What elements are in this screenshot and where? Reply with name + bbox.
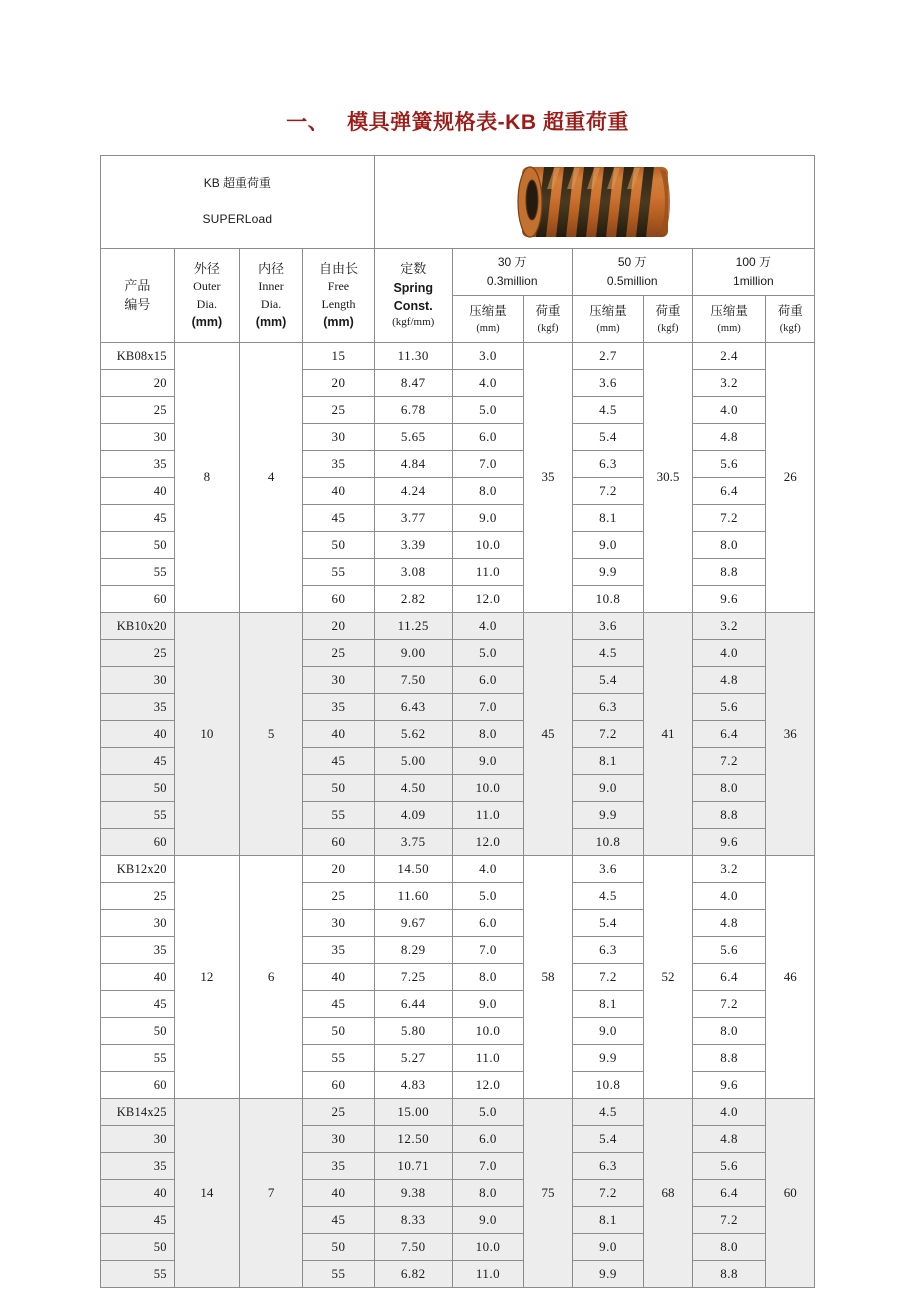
header-deflection-03m-unit: (mm) (476, 322, 500, 334)
cell-free-length: 20 (303, 370, 375, 397)
cell-deflection-03m: 8.0 (452, 964, 524, 991)
cell-deflection-03m: 12.0 (452, 1072, 524, 1099)
cell-deflection-1m: 7.2 (692, 748, 766, 775)
header-outer-dia-unit: (mm) (191, 315, 223, 330)
cell-deflection-03m: 4.0 (452, 370, 524, 397)
coil-spring-image (375, 156, 814, 248)
cell-deflection-03m: 8.0 (452, 478, 524, 505)
cell-deflection-05m: 8.1 (572, 1207, 644, 1234)
header-row-group (101, 249, 815, 296)
cell-free-length: 30 (303, 667, 375, 694)
cell-free-length: 50 (303, 775, 375, 802)
cell-free-length: 35 (303, 937, 375, 964)
cell-deflection-03m: 9.0 (452, 991, 524, 1018)
cell-free-length: 25 (303, 1099, 375, 1126)
cell-deflection-1m: 3.2 (692, 370, 766, 397)
cell-spring-const: 4.50 (374, 775, 452, 802)
cell-product-code: 20 (101, 370, 175, 397)
cell-free-length: 15 (303, 343, 375, 370)
cell-spring-const: 3.39 (374, 532, 452, 559)
cell-deflection-1m: 7.2 (692, 991, 766, 1018)
cell-product-code: 45 (101, 991, 175, 1018)
cell-deflection-03m: 10.0 (452, 1018, 524, 1045)
header-cycles-05m-en: 0.5million (606, 274, 658, 288)
cell-spring-const: 8.29 (374, 937, 452, 964)
cell-deflection-03m: 11.0 (452, 802, 524, 829)
cell-deflection-1m: 4.0 (692, 640, 766, 667)
cell-deflection-05m: 4.5 (572, 397, 644, 424)
cell-spring-const: 11.60 (374, 883, 452, 910)
header-spring-const-cn: 定数 (400, 260, 427, 276)
cell-deflection-05m: 2.7 (572, 343, 644, 370)
header-deflection-05m-unit: (mm) (596, 322, 620, 334)
cell-spring-const: 11.25 (374, 613, 452, 640)
cell-free-length: 30 (303, 424, 375, 451)
cell-spring-const: 4.09 (374, 802, 452, 829)
cell-free-length: 40 (303, 964, 375, 991)
cell-free-length: 40 (303, 1180, 375, 1207)
cell-spring-const: 8.47 (374, 370, 452, 397)
cell-free-length: 35 (303, 451, 375, 478)
header-load-05m-unit: (kgf) (657, 322, 679, 334)
cell-free-length: 60 (303, 586, 375, 613)
cell-free-length: 60 (303, 829, 375, 856)
cell-product-code: 45 (101, 1207, 175, 1234)
cell-load-03m: 35 (524, 343, 572, 613)
cell-deflection-03m: 7.0 (452, 451, 524, 478)
cell-deflection-05m: 8.1 (572, 991, 644, 1018)
cell-load-05m: 41 (644, 613, 692, 856)
header-load-1m-unit: (kgf) (779, 322, 801, 334)
cell-deflection-1m: 5.6 (692, 937, 766, 964)
cell-free-length: 40 (303, 478, 375, 505)
header-spring-const-en1: Spring (393, 280, 434, 295)
cell-deflection-1m: 9.6 (692, 586, 766, 613)
cell-deflection-05m: 5.4 (572, 910, 644, 937)
cell-product-code: 30 (101, 910, 175, 937)
cell-deflection-05m: 3.6 (572, 856, 644, 883)
cell-deflection-1m: 4.8 (692, 424, 766, 451)
cell-deflection-03m: 12.0 (452, 829, 524, 856)
header-cycles-03m-cn: 30 万 (497, 254, 527, 269)
cell-spring-const: 9.67 (374, 910, 452, 937)
cell-deflection-05m: 5.4 (572, 1126, 644, 1153)
cell-deflection-03m: 11.0 (452, 1045, 524, 1072)
cell-free-length: 35 (303, 1153, 375, 1180)
cell-product-code: 35 (101, 1153, 175, 1180)
cell-product-code: 35 (101, 694, 175, 721)
cell-product-code: 45 (101, 505, 175, 532)
cell-deflection-03m: 11.0 (452, 1261, 524, 1288)
cell-product-code: 25 (101, 883, 175, 910)
cell-deflection-1m: 4.8 (692, 910, 766, 937)
cell-deflection-1m: 9.6 (692, 1072, 766, 1099)
cell-deflection-05m: 4.5 (572, 640, 644, 667)
cell-spring-const: 6.44 (374, 991, 452, 1018)
header-load-05m-cn: 荷重 (655, 303, 681, 318)
header-outer-dia (174, 249, 239, 343)
cell-deflection-03m: 6.0 (452, 424, 524, 451)
cell-product-code: 50 (101, 775, 175, 802)
cell-deflection-03m: 6.0 (452, 667, 524, 694)
cell-spring-const: 15.00 (374, 1099, 452, 1126)
cell-deflection-03m: 9.0 (452, 1207, 524, 1234)
cell-product-code: 45 (101, 748, 175, 775)
cell-deflection-05m: 5.4 (572, 424, 644, 451)
cell-free-length: 40 (303, 721, 375, 748)
cell-deflection-03m: 7.0 (452, 694, 524, 721)
cell-spring-const: 5.00 (374, 748, 452, 775)
cell-deflection-05m: 4.5 (572, 883, 644, 910)
brand-name-cn: KB 超重荷重 (203, 176, 272, 191)
brand-cell (101, 156, 375, 249)
header-load-03m (524, 296, 572, 343)
cell-spring-const: 5.65 (374, 424, 452, 451)
header-cycles-1m-en: 1million (733, 274, 774, 288)
cell-product-code: 35 (101, 451, 175, 478)
header-outer-dia-en1: Outer (193, 279, 221, 294)
cell-product-code: 40 (101, 964, 175, 991)
cell-deflection-05m: 9.9 (572, 802, 644, 829)
header-spring-const-en2: Const. (393, 298, 433, 313)
table-row (101, 1099, 815, 1126)
cell-spring-const: 6.43 (374, 694, 452, 721)
header-free-length-unit: (mm) (323, 315, 354, 330)
header-deflection-1m-unit: (mm) (717, 322, 741, 334)
cell-product-code: 60 (101, 586, 175, 613)
cell-load-1m: 26 (766, 343, 815, 613)
cell-deflection-1m: 4.8 (692, 667, 766, 694)
cell-deflection-05m: 7.2 (572, 721, 644, 748)
cell-product-code: 30 (101, 667, 175, 694)
header-free-length (303, 249, 375, 343)
cell-deflection-05m: 6.3 (572, 937, 644, 964)
cell-deflection-03m: 8.0 (452, 1180, 524, 1207)
cell-deflection-03m: 9.0 (452, 748, 524, 775)
header-load-05m (644, 296, 692, 343)
cell-deflection-03m: 12.0 (452, 586, 524, 613)
header-inner-dia-unit: (mm) (255, 315, 287, 330)
spring-spec-table (100, 155, 815, 1288)
cell-deflection-05m: 4.5 (572, 1099, 644, 1126)
header-deflection-03m-cn: 压缩量 (469, 303, 507, 318)
cell-spring-const: 3.75 (374, 829, 452, 856)
header-code-cn2: 编号 (124, 296, 151, 312)
header-inner-dia-cn: 内径 (258, 260, 285, 276)
cell-deflection-05m: 10.8 (572, 586, 644, 613)
cell-free-length: 25 (303, 397, 375, 424)
header-inner-dia-en1: Inner (258, 279, 284, 294)
table-row (101, 856, 815, 883)
cell-deflection-05m: 7.2 (572, 478, 644, 505)
cell-outer-dia: 12 (174, 856, 239, 1099)
cell-deflection-03m: 5.0 (452, 883, 524, 910)
cell-deflection-03m: 8.0 (452, 721, 524, 748)
cell-spring-const: 3.77 (374, 505, 452, 532)
cell-deflection-03m: 6.0 (452, 910, 524, 937)
cell-deflection-1m: 6.4 (692, 478, 766, 505)
cell-spring-const: 5.27 (374, 1045, 452, 1072)
cell-deflection-1m: 3.2 (692, 856, 766, 883)
cell-deflection-03m: 10.0 (452, 532, 524, 559)
header-cycles-05m-cn: 50 万 (617, 254, 647, 269)
cell-free-length: 25 (303, 883, 375, 910)
cell-spring-const: 10.71 (374, 1153, 452, 1180)
cell-deflection-03m: 5.0 (452, 397, 524, 424)
cell-deflection-03m: 4.0 (452, 613, 524, 640)
title-text: 模具弹簧规格表-KB 超重荷重 (347, 111, 629, 134)
cell-deflection-05m: 6.3 (572, 451, 644, 478)
cell-load-1m: 46 (766, 856, 815, 1099)
cell-deflection-1m: 8.8 (692, 559, 766, 586)
cell-load-1m: 36 (766, 613, 815, 856)
cell-product-code: KB10x20 (101, 613, 175, 640)
cell-free-length: 60 (303, 1072, 375, 1099)
cell-spring-const: 7.50 (374, 667, 452, 694)
cell-product-code: 30 (101, 1126, 175, 1153)
cell-deflection-05m: 6.3 (572, 1153, 644, 1180)
cell-spring-const: 8.33 (374, 1207, 452, 1234)
header-free-length-en1: Free (327, 279, 350, 294)
table-row (101, 343, 815, 370)
page-title (100, 106, 815, 136)
cell-spring-const: 7.50 (374, 1234, 452, 1261)
cell-product-code: KB14x25 (101, 1099, 175, 1126)
cell-deflection-05m: 7.2 (572, 1180, 644, 1207)
cell-load-03m: 58 (524, 856, 572, 1099)
header-load-03m-cn: 荷重 (535, 303, 561, 318)
cell-outer-dia: 8 (174, 343, 239, 613)
cell-inner-dia: 5 (239, 613, 302, 856)
cell-product-code: 25 (101, 640, 175, 667)
cell-deflection-05m: 7.2 (572, 964, 644, 991)
header-load-1m-cn: 荷重 (777, 303, 803, 318)
cell-deflection-1m: 2.4 (692, 343, 766, 370)
cell-deflection-03m: 10.0 (452, 1234, 524, 1261)
cell-spring-const: 3.08 (374, 559, 452, 586)
header-free-length-cn: 自由长 (318, 260, 358, 276)
header-cycles-1m-cn: 100 万 (735, 254, 772, 269)
cell-inner-dia: 4 (239, 343, 302, 613)
cell-inner-dia: 7 (239, 1099, 302, 1288)
header-spring-const-unit: (kgf/mm) (392, 316, 435, 329)
cell-free-length: 50 (303, 1018, 375, 1045)
header-load-1m (766, 296, 815, 343)
cell-deflection-1m: 5.6 (692, 451, 766, 478)
header-deflection-05m (572, 296, 644, 343)
cell-product-code: 40 (101, 721, 175, 748)
header-deflection-03m (452, 296, 524, 343)
cell-free-length: 55 (303, 802, 375, 829)
cell-product-code: 55 (101, 1045, 175, 1072)
cell-deflection-1m: 8.0 (692, 1018, 766, 1045)
cell-product-code: 55 (101, 802, 175, 829)
header-cycles-05million (572, 249, 692, 296)
cell-product-code: KB12x20 (101, 856, 175, 883)
cell-free-length: 45 (303, 505, 375, 532)
header-deflection-1m (692, 296, 766, 343)
cell-spring-const: 4.24 (374, 478, 452, 505)
cell-deflection-1m: 4.8 (692, 1126, 766, 1153)
cell-product-code: 50 (101, 1234, 175, 1261)
table-row (101, 613, 815, 640)
cell-deflection-05m: 10.8 (572, 829, 644, 856)
cell-product-code: 30 (101, 424, 175, 451)
cell-product-code: 50 (101, 532, 175, 559)
cell-product-code: 55 (101, 559, 175, 586)
header-outer-dia-cn: 外径 (193, 260, 220, 276)
cell-free-length: 50 (303, 1234, 375, 1261)
header-product-code (101, 249, 175, 343)
cell-spring-const: 9.00 (374, 640, 452, 667)
cell-free-length: 45 (303, 991, 375, 1018)
banner-row (101, 156, 815, 249)
header-load-03m-unit: (kgf) (537, 322, 559, 334)
cell-free-length: 55 (303, 559, 375, 586)
cell-free-length: 45 (303, 1207, 375, 1234)
cell-deflection-05m: 10.8 (572, 1072, 644, 1099)
cell-deflection-1m: 3.2 (692, 613, 766, 640)
cell-load-05m: 30.5 (644, 343, 692, 613)
cell-deflection-03m: 4.0 (452, 856, 524, 883)
cell-free-length: 35 (303, 694, 375, 721)
cell-deflection-1m: 5.6 (692, 1153, 766, 1180)
cell-product-code: 60 (101, 1072, 175, 1099)
header-cycles-1million (692, 249, 814, 296)
cell-product-code: 60 (101, 829, 175, 856)
cell-spring-const: 5.62 (374, 721, 452, 748)
cell-load-05m: 52 (644, 856, 692, 1099)
cell-deflection-03m: 6.0 (452, 1126, 524, 1153)
cell-deflection-1m: 8.8 (692, 1261, 766, 1288)
cell-free-length: 45 (303, 748, 375, 775)
spec-table-body (101, 343, 815, 1288)
cell-free-length: 20 (303, 613, 375, 640)
cell-deflection-03m: 5.0 (452, 1099, 524, 1126)
cell-deflection-03m: 7.0 (452, 1153, 524, 1180)
header-outer-dia-en2: Dia. (196, 296, 217, 311)
cell-free-length: 25 (303, 640, 375, 667)
cell-deflection-1m: 6.4 (692, 964, 766, 991)
header-cycles-03million (452, 249, 572, 296)
header-code-cn1: 产品 (124, 277, 151, 293)
cell-load-03m: 75 (524, 1099, 572, 1288)
cell-deflection-05m: 9.0 (572, 1018, 644, 1045)
cell-deflection-1m: 4.0 (692, 397, 766, 424)
cell-spring-const: 2.82 (374, 586, 452, 613)
header-deflection-05m-cn: 压缩量 (589, 303, 627, 318)
cell-deflection-05m: 9.0 (572, 1234, 644, 1261)
cell-deflection-1m: 8.0 (692, 1234, 766, 1261)
cell-deflection-05m: 9.0 (572, 532, 644, 559)
cell-deflection-03m: 9.0 (452, 505, 524, 532)
cell-product-code: 55 (101, 1261, 175, 1288)
cell-outer-dia: 10 (174, 613, 239, 856)
cell-spring-const: 9.38 (374, 1180, 452, 1207)
cell-deflection-05m: 9.9 (572, 1045, 644, 1072)
cell-deflection-05m: 3.6 (572, 370, 644, 397)
brand-name-en: SUPERLoad (202, 212, 273, 226)
cell-deflection-05m: 3.6 (572, 613, 644, 640)
cell-deflection-05m: 5.4 (572, 667, 644, 694)
cell-spring-const: 5.80 (374, 1018, 452, 1045)
cell-spring-const: 6.78 (374, 397, 452, 424)
coil-spring-svg (508, 159, 680, 245)
cell-deflection-05m: 6.3 (572, 694, 644, 721)
cell-spring-const: 4.84 (374, 451, 452, 478)
cell-deflection-03m: 10.0 (452, 775, 524, 802)
header-deflection-1m-cn: 压缩量 (710, 303, 748, 318)
cell-load-05m: 68 (644, 1099, 692, 1288)
cell-spring-const: 4.83 (374, 1072, 452, 1099)
cell-deflection-1m: 8.8 (692, 802, 766, 829)
cell-deflection-1m: 8.0 (692, 775, 766, 802)
cell-spring-const: 6.82 (374, 1261, 452, 1288)
cell-free-length: 20 (303, 856, 375, 883)
header-inner-dia (239, 249, 302, 343)
header-cycles-03m-en: 0.3million (486, 274, 538, 288)
cell-deflection-05m: 9.9 (572, 559, 644, 586)
cell-free-length: 55 (303, 1045, 375, 1072)
cell-deflection-1m: 4.0 (692, 883, 766, 910)
header-spring-const (374, 249, 452, 343)
cell-free-length: 50 (303, 532, 375, 559)
cell-deflection-05m: 9.0 (572, 775, 644, 802)
cell-spring-const: 14.50 (374, 856, 452, 883)
cell-deflection-1m: 6.4 (692, 721, 766, 748)
cell-spring-const: 7.25 (374, 964, 452, 991)
cell-free-length: 55 (303, 1261, 375, 1288)
cell-deflection-1m: 4.0 (692, 1099, 766, 1126)
cell-spring-const: 12.50 (374, 1126, 452, 1153)
cell-deflection-1m: 6.4 (692, 1180, 766, 1207)
cell-deflection-03m: 11.0 (452, 559, 524, 586)
cell-deflection-05m: 8.1 (572, 748, 644, 775)
title-number: 一、 (286, 111, 330, 134)
cell-product-code: 50 (101, 1018, 175, 1045)
cell-load-1m: 60 (766, 1099, 815, 1288)
cell-deflection-1m: 5.6 (692, 694, 766, 721)
cell-outer-dia: 14 (174, 1099, 239, 1288)
cell-deflection-05m: 8.1 (572, 505, 644, 532)
cell-deflection-03m: 5.0 (452, 640, 524, 667)
cell-deflection-1m: 8.0 (692, 532, 766, 559)
cell-product-code: 35 (101, 937, 175, 964)
cell-free-length: 30 (303, 1126, 375, 1153)
cell-product-code: 25 (101, 397, 175, 424)
cell-deflection-1m: 8.8 (692, 1045, 766, 1072)
cell-deflection-1m: 7.2 (692, 1207, 766, 1234)
cell-spring-const: 11.30 (374, 343, 452, 370)
cell-product-code: 40 (101, 1180, 175, 1207)
cell-product-code: 40 (101, 478, 175, 505)
header-free-length-en2: Length (321, 296, 356, 311)
cell-deflection-03m: 7.0 (452, 937, 524, 964)
cell-inner-dia: 6 (239, 856, 302, 1099)
header-inner-dia-en2: Dia. (260, 296, 282, 311)
cell-product-code: KB08x15 (101, 343, 175, 370)
cell-deflection-03m: 3.0 (452, 343, 524, 370)
cell-deflection-1m: 9.6 (692, 829, 766, 856)
cell-load-03m: 45 (524, 613, 572, 856)
cell-deflection-05m: 9.9 (572, 1261, 644, 1288)
product-image-cell (374, 156, 814, 249)
cell-deflection-1m: 7.2 (692, 505, 766, 532)
cell-free-length: 30 (303, 910, 375, 937)
